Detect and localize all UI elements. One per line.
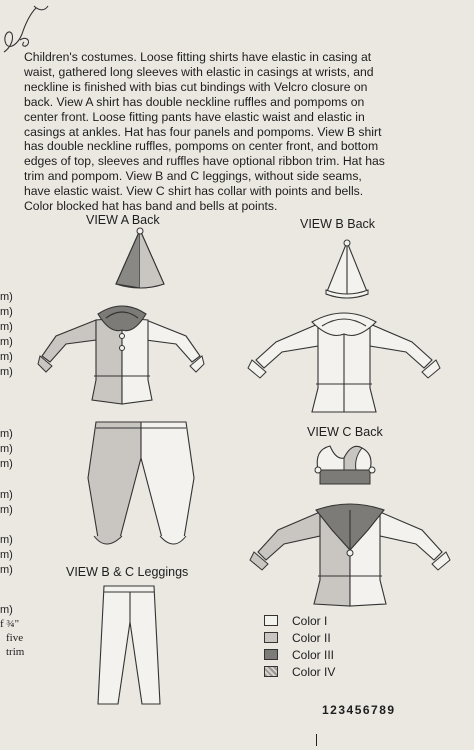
legend-swatch xyxy=(264,666,278,677)
edge-fragment: m) xyxy=(0,366,13,378)
view-c-shirt-drawing xyxy=(250,500,450,610)
edge-fragment: m) xyxy=(0,604,13,616)
view-a-shirt-drawing xyxy=(36,300,206,410)
description-line: back. View A shirt has double neckline ruffles and pompoms on xyxy=(24,94,365,109)
description-line: casings at ankles. Hat has four panels and pompoms. View B shirt xyxy=(24,124,382,139)
description-line: center front. Loose fitting pants have elastic waist and elastic in xyxy=(24,109,365,124)
view-a-back-label: VIEW A Back xyxy=(86,213,160,227)
description-line: edges of top, sleeves and ruffles have optional ribbon trim. Hat has xyxy=(24,154,385,169)
view-a-pants-drawing xyxy=(86,418,196,558)
tick-mark xyxy=(316,734,317,746)
edge-fragment: m) xyxy=(0,549,13,561)
leggings-label: VIEW B & C Leggings xyxy=(66,565,189,579)
view-a-hat-drawing xyxy=(110,228,170,292)
leggings-drawing xyxy=(90,582,170,712)
color-legend xyxy=(264,612,335,680)
legend-swatch xyxy=(264,615,278,626)
edge-fragment: m) xyxy=(0,306,13,318)
view-b-back-label: VIEW B Back xyxy=(300,217,376,231)
view-c-hat-drawing xyxy=(310,440,380,490)
edge-fragment: m) xyxy=(0,351,13,363)
view-c-back-label: VIEW C Back xyxy=(307,425,383,439)
edge-fragment: m) xyxy=(0,504,13,516)
edge-fragment: m) xyxy=(0,489,13,501)
edge-fragment: m) xyxy=(0,534,13,546)
description-line: Color blocked hat has band and bells at points. xyxy=(24,199,278,214)
description-line: has double neckline ruffles, pompoms on center front, and bottom xyxy=(24,139,379,154)
description-line: trim and pompom. View B and C leggings, without side seams, xyxy=(24,169,362,184)
edge-fragment: m) xyxy=(0,291,13,303)
description-line: waist, gathered long sleeves with elastic in casings at wrists, and xyxy=(24,64,374,79)
edge-fragment: m) xyxy=(0,428,13,440)
legend-item xyxy=(264,663,335,680)
legend-label: Color II xyxy=(292,630,331,645)
costume-description xyxy=(24,50,452,214)
print-run-numbers: 123456789 xyxy=(322,703,396,717)
view-b-hat-drawing xyxy=(322,240,372,302)
edge-fragment: trim xyxy=(6,646,25,658)
legend-label: Color III xyxy=(292,647,335,662)
legend-swatch xyxy=(264,632,278,643)
legend-item xyxy=(264,629,335,646)
legend-label: Color I xyxy=(292,613,328,628)
legend-swatch xyxy=(264,649,278,660)
description-line: neckline is finished with bias cut bindings with Velcro closure on xyxy=(24,79,368,94)
edge-fragment: m) xyxy=(0,443,13,455)
edge-fragment: m) xyxy=(0,564,13,576)
description-line: have elastic waist. View C shirt has collar with points and bells. xyxy=(24,184,364,199)
edge-fragment: m) xyxy=(0,321,13,333)
edge-fragment: five xyxy=(6,632,24,644)
legend-item xyxy=(264,612,335,629)
legend-label: Color IV xyxy=(292,664,336,679)
edge-fragment: f ¾" xyxy=(0,618,20,630)
edge-fragment: m) xyxy=(0,336,13,348)
description-line: Children's costumes. Loose fitting shirts have elastic in casing at xyxy=(24,50,372,64)
legend-item xyxy=(264,646,335,663)
edge-fragment: m) xyxy=(0,458,13,470)
view-b-shirt-drawing xyxy=(246,308,442,420)
